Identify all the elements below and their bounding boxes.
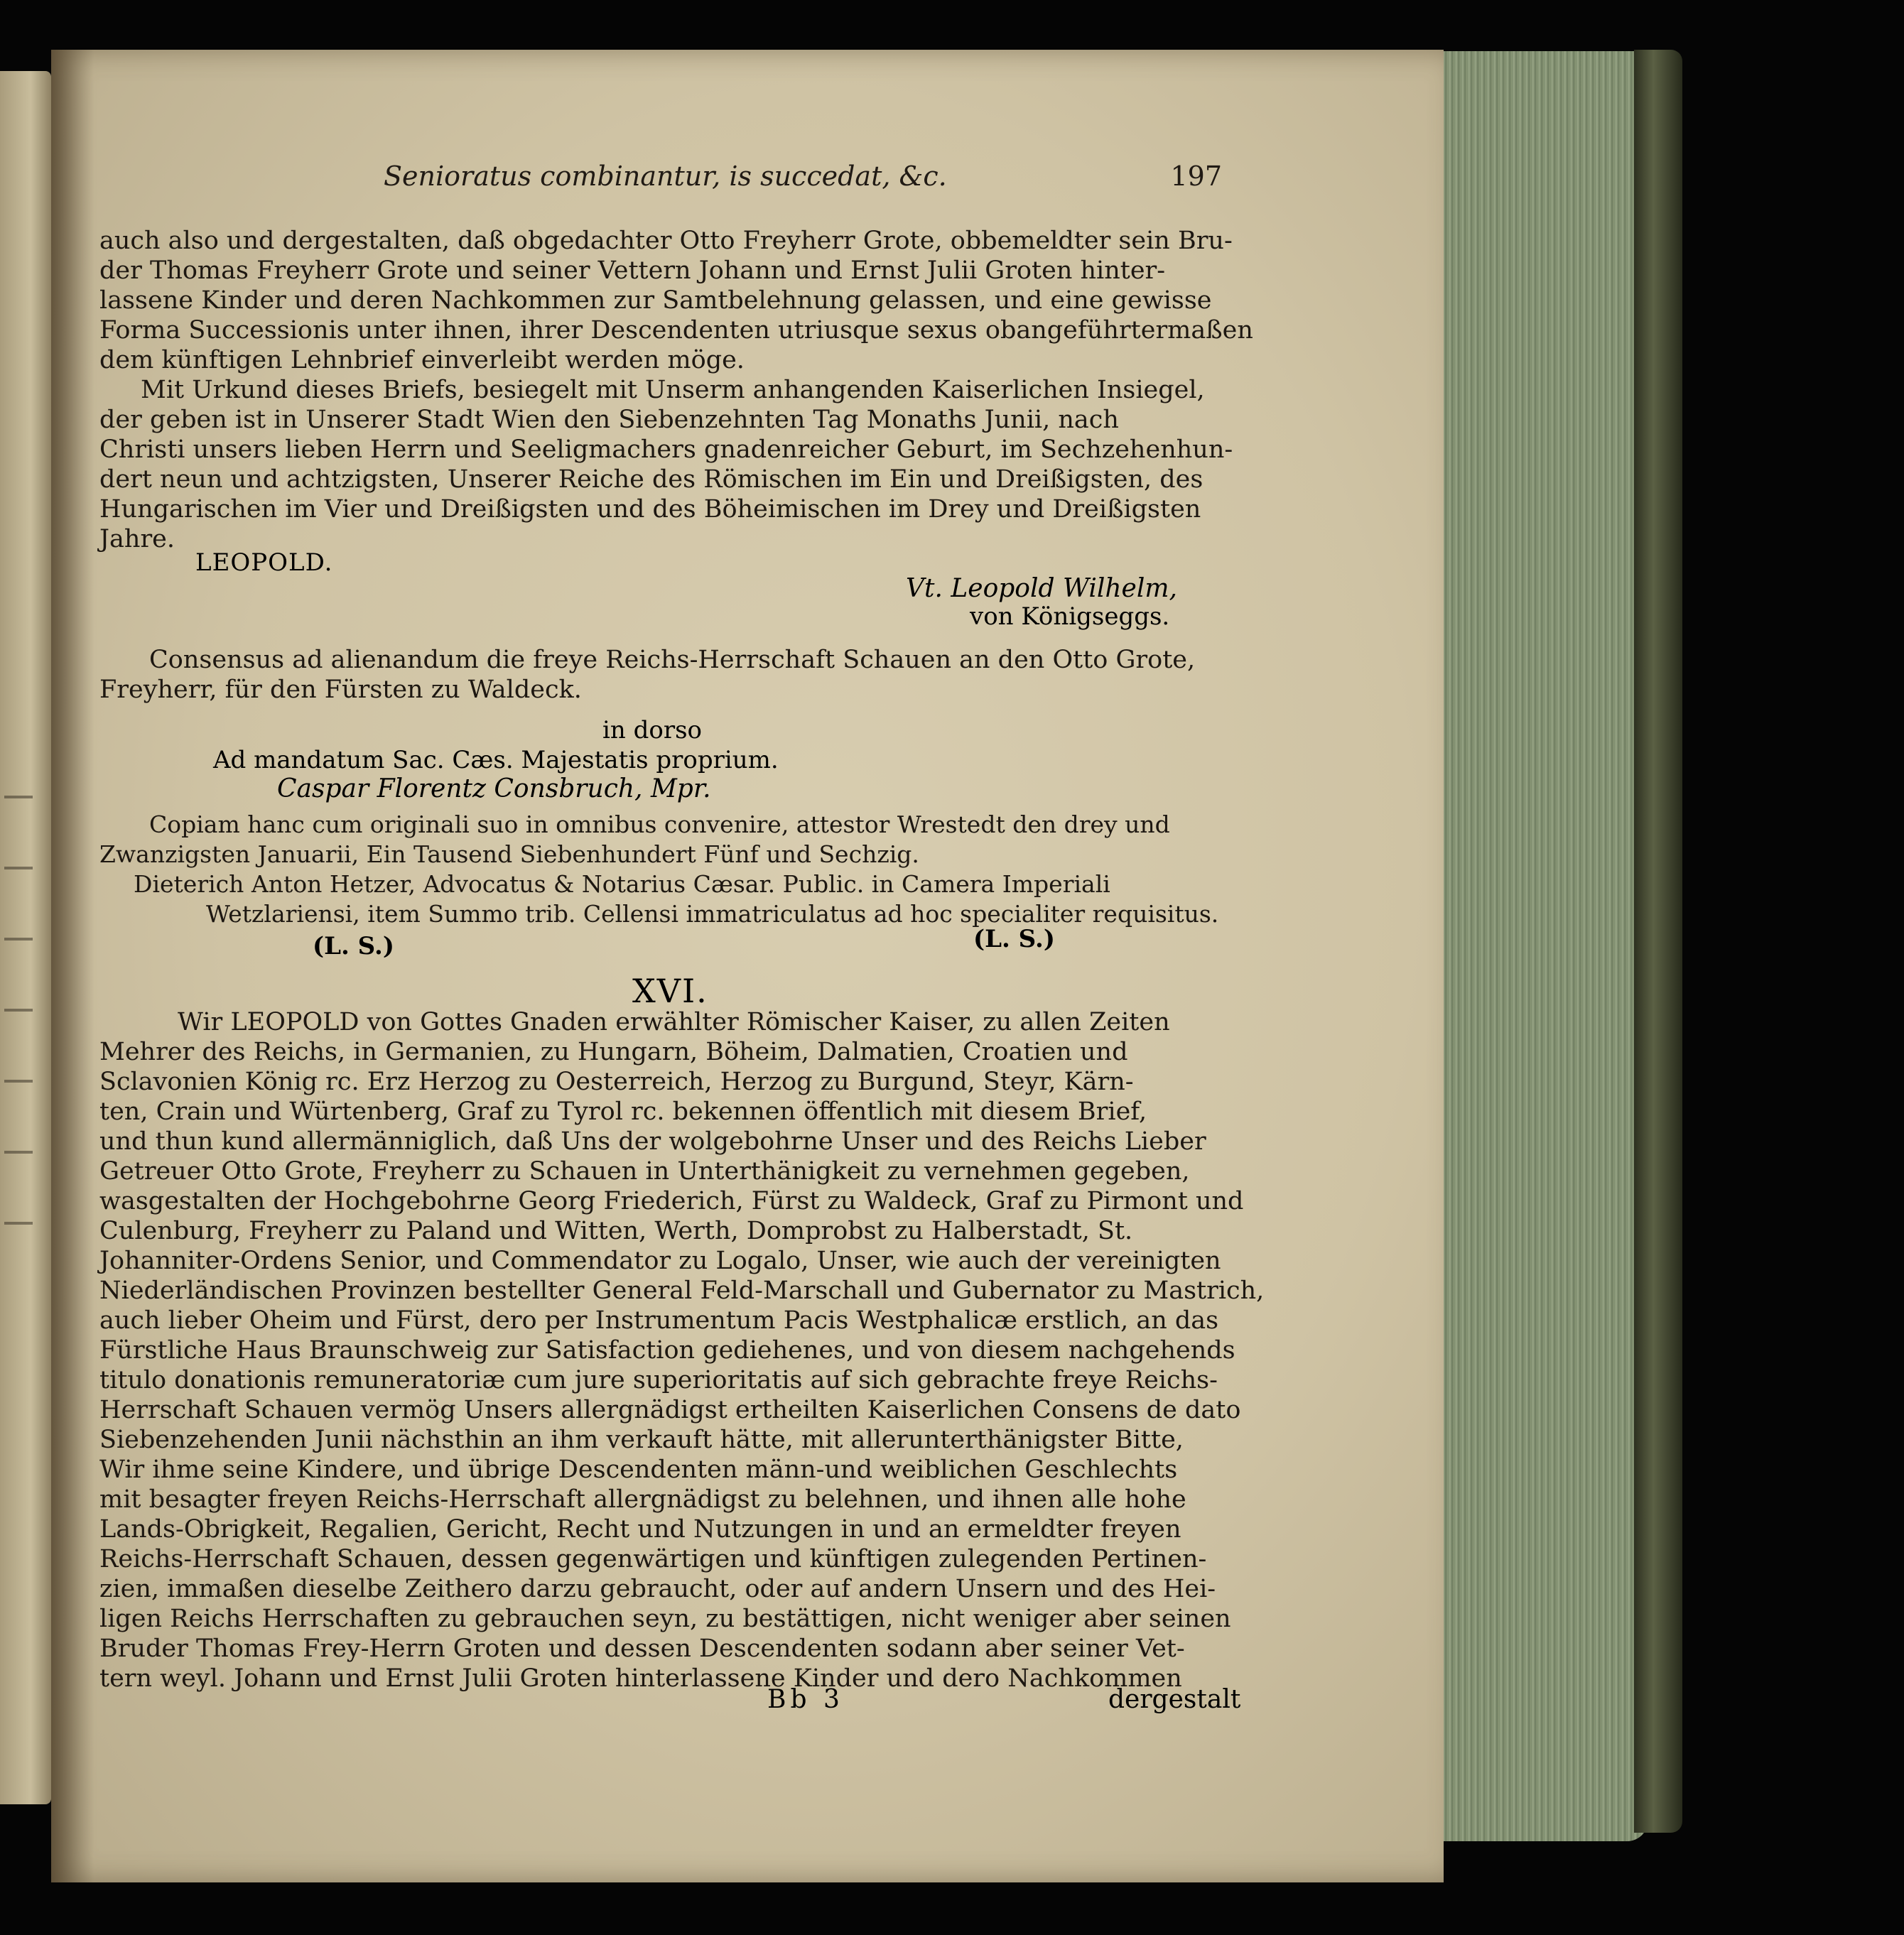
text-line: Fürstliche Haus Braunschweig zur Satisfaction gediehenes, und von diesem nachgehends bbox=[99, 1336, 1235, 1365]
page-number: 197 bbox=[1170, 161, 1222, 192]
text-line: titulo donationis remuneratoriæ cum jure superioritatis auf sich gebrachte freye Reichs- bbox=[99, 1366, 1218, 1394]
text-line: und thun kund allermänniglich, daß Uns der wolgebohrne Unser und des Reichs Lieber bbox=[99, 1127, 1206, 1156]
text-line: dem künftigen Lehnbrief einverleibt werden möge. bbox=[99, 346, 745, 374]
section-numeral: XVI. bbox=[632, 972, 708, 1010]
attestation-block bbox=[99, 810, 1250, 929]
countersign-line-1: Vt. Leopold Wilhelm, bbox=[906, 574, 1177, 603]
text-line: Mehrer des Reichs, in Germanien, zu Hungarn, Böheim, Dalmatien, Croatien und bbox=[99, 1038, 1128, 1066]
page-gutter-shadow bbox=[51, 50, 94, 1882]
running-header bbox=[384, 161, 1222, 195]
left-page-edge bbox=[0, 71, 51, 1804]
text-line: Herrschaft Schauen vermög Unsers allergnädigst ertheilten Kaiserlichen Consens de dato bbox=[99, 1396, 1241, 1424]
text-line: Dieterich Anton Hetzer, Advocatus & Notarius Cæsar. Public. in Camera Imperiali bbox=[134, 870, 1110, 898]
paragraph-1 bbox=[99, 226, 1253, 554]
paragraph-2 bbox=[99, 1007, 1265, 1693]
text-line: Consensus ad alienandum die freye Reichs-Herrschaft Schauen an den Otto Grote, bbox=[149, 646, 1196, 674]
text-line: der Thomas Freyherr Grote und seiner Vettern Johann und Ernst Julii Groten hinter- bbox=[99, 256, 1166, 285]
seal-mark-left: (L. S.) bbox=[313, 932, 394, 960]
text-line: Hungarischen im Vier und Dreißigsten und des Böheimischen im Drey und Dreißigsten bbox=[99, 495, 1201, 524]
text-line: dert neun und achtzigsten, Unserer Reiche des Römischen im Ein und Dreißigsten, des bbox=[99, 465, 1203, 494]
text-line: Lands-Obrigkeit, Regalien, Gericht, Recht und Nutzungen in und an ermeldter freyen bbox=[99, 1515, 1181, 1544]
text-line: Zwanzigsten Januarii, Ein Tausend Siebenhundert Fünf und Sechzig. bbox=[99, 840, 919, 868]
text-line: Freyherr, für den Fürsten zu Waldeck. bbox=[99, 676, 582, 704]
text-line: lassene Kinder und deren Nachkommen zur Samtbelehnung gelassen, und eine gewisse bbox=[99, 286, 1212, 315]
text-line: ligen Reichs Herrschaften zu gebrauchen seyn, zu bestättigen, nicht weniger aber seinen bbox=[99, 1605, 1231, 1633]
text-line: auch also und dergestalten, daß obgedachter Otto Freyherr Grote, obbemeldter sein Bru- bbox=[99, 227, 1233, 255]
text-line: Culenburg, Freyherr zu Paland und Witten, Werth, Domprobst zu Halberstadt, St. bbox=[99, 1217, 1133, 1245]
text-line: ten, Crain und Würtenberg, Graf zu Tyrol rc. bekennen öffentlich mit diesem Brief, bbox=[99, 1097, 1147, 1126]
text-line: zien, immaßen dieselbe Zeithero darzu gebraucht, oder auf andern Unsern und des Hei- bbox=[99, 1575, 1216, 1603]
text-line: Niederländischen Provinzen bestellter General Feld-Marschall und Gubernator zu Mastrich, bbox=[99, 1277, 1265, 1305]
secretary-signature: Caspar Florentz Consbruch, Mpr. bbox=[277, 774, 711, 803]
text-line: Mit Urkund dieses Briefs, besiegelt mit Unserm anhangenden Kaiserlichen Insiegel, bbox=[141, 376, 1205, 404]
text-line: Getreuer Otto Grote, Freyherr zu Schauen in Unterthänigkeit zu vernehmen gegeben, bbox=[99, 1157, 1190, 1186]
mandatum-line: Ad mandatum Sac. Cæs. Majestatis proprium. bbox=[213, 746, 779, 774]
text-line: Copiam hanc cum originali suo in omnibus convenire, attestor Wrestedt den drey und bbox=[149, 811, 1170, 838]
text-line: Siebenzehenden Junii nächsthin an ihm verkauft hätte, mit allerunterthänigster Bitte, bbox=[99, 1426, 1184, 1454]
text-line: Johanniter-Ordens Senior, und Commendator zu Logalo, Unser, wie auch der vereinigten bbox=[99, 1247, 1221, 1275]
signer-name: LEOPOLD. bbox=[195, 548, 333, 577]
text-line: Wir ihme seine Kindere, und übrige Descendenten männ-und weiblichen Geschlechts bbox=[99, 1456, 1178, 1484]
countersign-line-2: von Königseggs. bbox=[970, 602, 1170, 631]
text-line: Wir LEOPOLD von Gottes Gnaden erwählter Römischer Kaiser, zu allen Zeiten bbox=[178, 1008, 1170, 1036]
text-line: Wetzlariensi, item Summo trib. Cellensi immatriculatus ad hoc specialiter requisitus. bbox=[206, 900, 1219, 928]
text-line: Forma Successionis unter ihnen, ihrer Descendenten utriusque sexus obangeführtermaßen bbox=[99, 316, 1253, 345]
running-title: Senioratus combinantur, is succedat, &c. bbox=[384, 161, 947, 192]
in-dorso-note: in dorso bbox=[602, 716, 702, 744]
text-line: Reichs-Herrschaft Schauen, dessen gegenwärtigen und künftigen zulegenden Pertinen- bbox=[99, 1545, 1207, 1573]
text-line: mit besagter freyen Reichs-Herrschaft allergnädigst zu belehnen, und ihnen alle hohe bbox=[99, 1485, 1186, 1514]
text-line: Christi unsers lieben Herrn und Seeligmachers gnadenreicher Geburt, im Sechzehenhun- bbox=[99, 435, 1233, 464]
text-line: auch lieber Oheim und Fürst, dero per Instrumentum Pacis Westphalicæ erstlich, an das bbox=[99, 1306, 1219, 1335]
text-line: Bruder Thomas Frey-Herrn Groten und dessen Descendenten sodann aber seiner Vet- bbox=[99, 1635, 1185, 1663]
text-line: Sclavonien König rc. Erz Herzog zu Oesterreich, Herzog zu Burgund, Steyr, Kärn- bbox=[99, 1068, 1134, 1096]
consensus-note bbox=[99, 645, 1250, 705]
book-cover bbox=[1634, 50, 1682, 1833]
text-line: wasgestalten der Hochgebohrne Georg Friederich, Fürst zu Waldeck, Graf zu Pirmont und bbox=[99, 1187, 1244, 1215]
page-block-edge bbox=[1435, 51, 1648, 1841]
signature-mark: Bb 3 bbox=[767, 1685, 844, 1714]
text-line: der geben ist in Unserer Stadt Wien den Siebenzehnten Tag Monaths Junii, nach bbox=[99, 406, 1119, 434]
text-line: tern weyl. Johann und Ernst Julii Groten hinterlassene Kinder und dero Nachkommen bbox=[99, 1664, 1182, 1693]
seal-mark-right: (L. S.) bbox=[973, 925, 1055, 953]
text-line: Jahre. bbox=[99, 525, 175, 553]
catchword: dergestalt bbox=[1108, 1685, 1241, 1714]
